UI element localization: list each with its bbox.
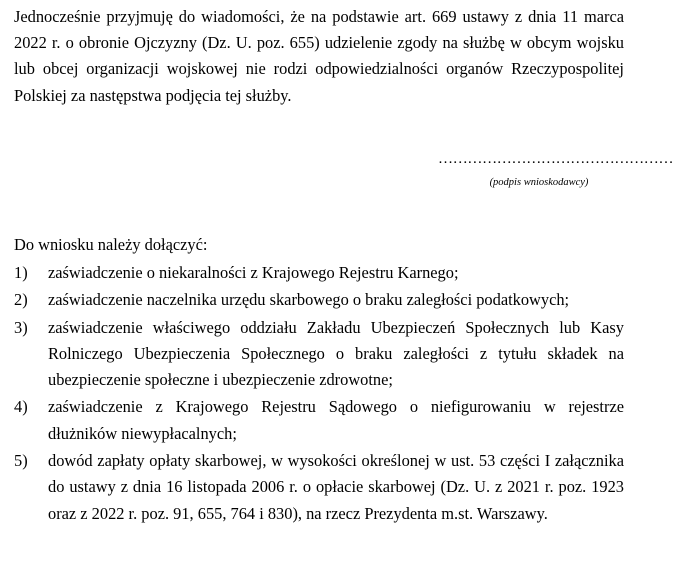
list-item bbox=[0, 394, 639, 447]
list-item-text: zaświadczenie z Krajowego Rejestru Sądowego o niefigurowaniu w rejestrze dłużników niewypłacalnych; bbox=[48, 397, 624, 443]
list-item-number: 2) bbox=[14, 290, 28, 310]
attachments-list bbox=[0, 260, 639, 528]
list-item bbox=[0, 315, 639, 394]
list-item bbox=[0, 448, 639, 527]
list-item-number: 3) bbox=[14, 317, 28, 337]
list-item-text: zaświadczenie naczelnika urzędu skarbowego o braku zaległości podatkowych; bbox=[48, 290, 570, 310]
list-item-number: 5) bbox=[14, 451, 28, 471]
list-item-text: dowód zapłaty opłaty skarbowej, w wysokości określonej w ust. 53 części I załącznika do ustawy z dnia 16 listopada 2006 r. o opłacie skarbowej (Dz. U. z 2021 r. poz. 1923 oraz z 2022 r. poz. 91, 655, 764 i 830), na rzecz Prezydenta m.st. Warszawy. bbox=[48, 451, 624, 523]
declaration-paragraph: Jednocześnie przyjmuję do wiadomości, że na podstawie art. 669 ustawy z dnia 11 marca 2022 r. o obronie Ojczyzny (Dz. U. poz. 655) udzielenie zgody na służbę w obcym wojsku lub obcej organizacji wojskowej nie rodzi odpowiedzialności organów Rzeczypospolitej Polskiej za następstwa podjęcia tej służby. bbox=[14, 7, 624, 105]
signature-line: ………………………………………… bbox=[438, 151, 673, 167]
list-item bbox=[0, 260, 639, 286]
list-item-text: zaświadczenie właściwego oddziału Zakładu Ubezpieczeń Społecznych lub Kasy Rolniczego Ubezpieczenia Społecznego o braku zaległości z tytułu składek na ubezpieczenie społeczne i ubezpieczenie zdrowotne; bbox=[48, 317, 624, 390]
list-item bbox=[0, 287, 639, 313]
signature-caption: (podpis wnioskodawcy) bbox=[489, 177, 589, 188]
attachments-heading: Do wniosku należy dołączyć: bbox=[14, 235, 208, 254]
list-item-text: zaświadczenie o niekaralności z Krajowego Rejestru Karnego; bbox=[48, 263, 459, 282]
list-item-number: 4) bbox=[14, 397, 28, 417]
list-item-number: 1) bbox=[14, 263, 28, 282]
